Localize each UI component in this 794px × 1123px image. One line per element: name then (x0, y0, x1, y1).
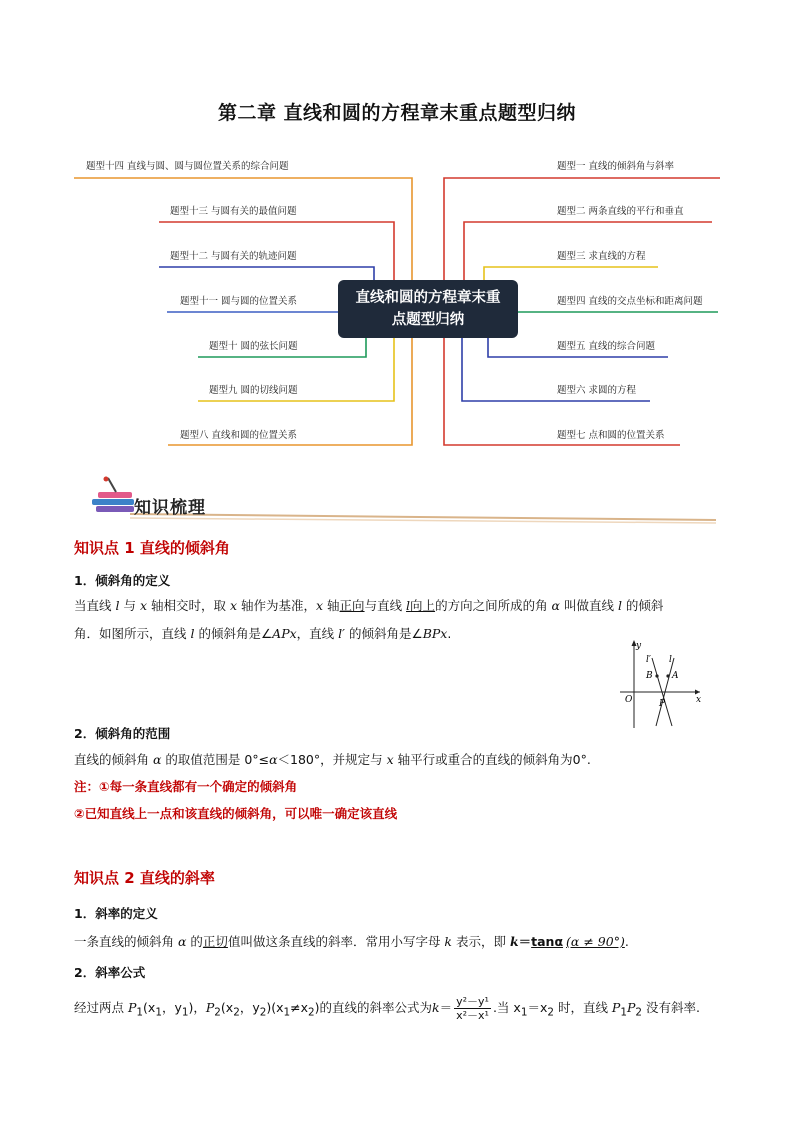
mindmap-left-item: 题型十一 圆与圆的位置关系 (180, 296, 298, 307)
mindmap-center-node (338, 280, 518, 338)
kp1-note1: 注：①每一条直线都有一个确定的倾斜角 (74, 779, 298, 794)
kp1-range: 直线的倾斜角 α 的取值范围是 0°≤α＜180°，并规定与 x 轴平行或重合的直线的倾斜角为0°. (74, 752, 591, 767)
mindmap-left-item: 题型十二 与圆有关的轨迹问题 (170, 251, 297, 262)
mindmap-center-line: 点题型归纳 (391, 312, 465, 328)
fig-label-o: O (625, 695, 633, 705)
kp1-sub2: 2．倾斜角的范围 (74, 726, 171, 741)
mindmap-right-item: 题型二 两条直线的平行和垂直 (557, 206, 684, 217)
kp1-sub1: 1．倾斜角的定义 (74, 573, 171, 588)
kp2-formula: 经过两点 $P_1(x_1$，$y_1$)，$P_2(x_2$，$y_2)(x_1\ne x_2)$的直线的斜率公式为k＝ $\frac{\text{y²－y¹}}{\text{x²－x¹}}$ .当 $x_1=x_2$ 时，直线 $P_1P_2$ 没有斜率. (74, 995, 700, 1022)
kp2-sub1: 1．斜率的定义 (74, 906, 158, 921)
mindmap-left-item: 题型十三 与圆有关的最值问题 (170, 206, 297, 217)
fig-label-b: B (646, 671, 653, 681)
fig-label-x: x (696, 695, 702, 705)
kp2-sub2: 2．斜率公式 (74, 965, 146, 980)
slope-fraction: $\frac{\text{y²－y¹}}{\text{x²－x¹}}$ (456, 995, 489, 1022)
kp2-definition: 一条直线的倾斜角 α 的正切值叫做这条直线的斜率．常用小写字母 k 表示，即 k＝tanα (α ≠ 90°). (74, 934, 629, 949)
mindmap-center-line: 直线和圆的方程章末重 (355, 290, 501, 306)
mindmap-left-item: 题型八 直线和圆的位置关系 (180, 430, 298, 441)
kp1-note2: ②已知直线上一点和该直线的倾斜角，可以唯一确定该直线 (74, 806, 398, 821)
section-banner-title: 知识梳理 (134, 498, 206, 518)
fig-label-a: A (672, 671, 679, 681)
mindmap-right-item: 题型四 直线的交点坐标和距离问题 (557, 296, 703, 307)
mindmap-left-item: 题型十四 直线与圆、圆与圆位置关系的综合问题 (86, 161, 289, 172)
kp1-definition: 当直线 l 与 x 轴相交时，取 x 轴作为基准，x 轴正向与直线 l向上的方向之间所成的角 α 叫做直线 l 的倾斜 角．如图所示，直线 l 的倾斜角是∠APx，直线 l′ 的倾斜角是∠BPx. (74, 598, 664, 641)
mindmap-right-item: 题型一 直线的倾斜角与斜率 (557, 161, 675, 172)
mindmap-right-item: 题型五 直线的综合问题 (557, 341, 656, 352)
connector-right-3 (484, 267, 658, 280)
fig-label-p: P (659, 699, 666, 709)
page-title: 第二章 直线和圆的方程章末重点题型归纳 (217, 102, 577, 124)
fig-label-y: y (636, 641, 642, 651)
mindmap-right-item: 题型七 点和圆的位置关系 (557, 430, 665, 441)
kp1-heading: 知识点 1 直线的倾斜角 (74, 539, 230, 557)
mindmap-left-item: 题型十 圆的弦长问题 (209, 341, 298, 352)
inclination-figure (616, 636, 706, 730)
mindmap-connectors (0, 0, 794, 460)
fig-label-l: l (669, 655, 672, 665)
connector-right-1 (444, 178, 720, 280)
kp2-heading: 知识点 2 直线的斜率 (74, 869, 215, 887)
mindmap-right-item: 题型三 求直线的方程 (557, 251, 646, 262)
mindmap-left-item: 题型九 圆的切线问题 (209, 385, 298, 396)
mindmap-right-item: 题型六 求圆的方程 (557, 385, 637, 396)
fig-label-lprime: l′ (646, 655, 651, 665)
